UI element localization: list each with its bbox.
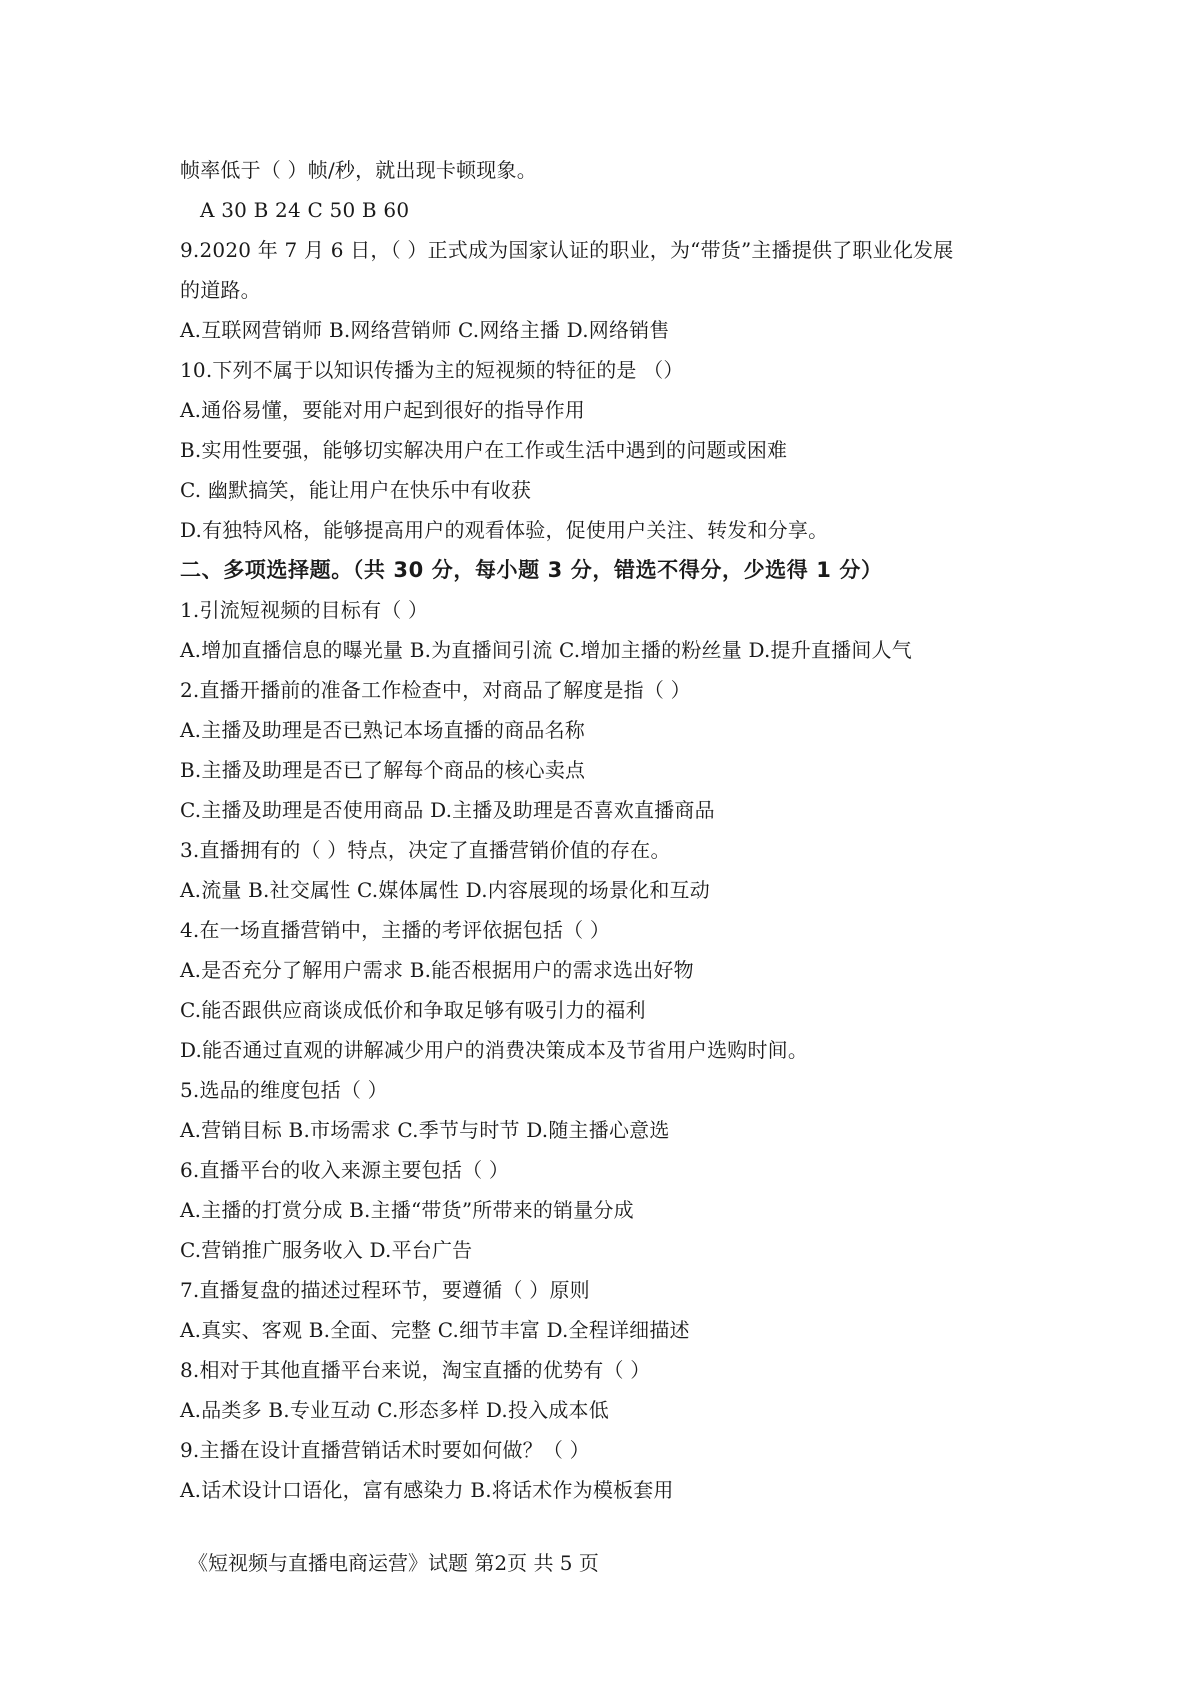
section-heading: 二、多项选择题。（共 30 分，每小题 3 分，错选不得分，少选得 1 分）: [180, 558, 883, 582]
text-line: A.品类多 B.专业互动 C.形态多样 D.投入成本低: [180, 1398, 609, 1422]
text-line: 7.直播复盘的描述过程环节，要遵循（ ）原则: [180, 1278, 590, 1302]
text-line: A.主播的打赏分成 B.主播“带货”所带来的销量分成: [180, 1198, 634, 1222]
text-line: 8.相对于其他直播平台来说，淘宝直播的优势有（ ）: [180, 1358, 651, 1382]
page-footer: 《短视频与直播电商运营》试题 第2页 共 5 页: [188, 1551, 599, 1575]
text-line: A.话术设计口语化，富有感染力 B.将话术作为模板套用: [180, 1478, 674, 1502]
text-line: 的道路。: [180, 278, 261, 302]
text-line: 5.选品的维度包括（ ）: [180, 1078, 388, 1102]
text-line: 4.在一场直播营销中，主播的考评依据包括（ ）: [180, 918, 611, 942]
text-line: B.实用性要强，能够切实解决用户在工作或生活中遇到的问题或困难: [180, 438, 788, 462]
text-line: D.有独特风格，能够提高用户的观看体验，促使用户关注、转发和分享。: [180, 518, 829, 542]
text-line: 帧率低于（ ）帧/秒，就出现卡顿现象。: [180, 158, 537, 182]
text-line: A.流量 B.社交属性 C.媒体属性 D.内容展现的场景化和互动: [180, 878, 710, 902]
text-line: C.营销推广服务收入 D.平台广告: [180, 1238, 473, 1262]
text-line: 9.主播在设计直播营销话术时要如何做？（ ）: [180, 1438, 590, 1462]
text-line: 9.2020 年 7 月 6 日，（ ）正式成为国家认证的职业，为“带货”主播提供了职业化发展: [180, 238, 954, 262]
text-line: C.能否跟供应商谈成低价和争取足够有吸引力的福利: [180, 998, 646, 1022]
text-line: 2.直播开播前的准备工作检查中，对商品了解度是指（ ）: [180, 678, 691, 702]
text-line: 1.引流短视频的目标有（ ）: [180, 598, 429, 622]
text-line: 10.下列不属于以知识传播为主的短视频的特征的是 （）: [180, 358, 684, 382]
text-line: A.营销目标 B.市场需求 C.季节与时节 D.随主播心意选: [180, 1118, 670, 1142]
text-line: A.互联网营销师 B.网络营销师 C.网络主播 D.网络销售: [180, 318, 670, 342]
text-line: A.增加直播信息的曝光量 B.为直播间引流 C.增加主播的粉丝量 D.提升直播间人气: [180, 638, 912, 662]
text-line: A.主播及助理是否已熟记本场直播的商品名称: [180, 718, 586, 742]
text-line: A.真实、客观 B.全面、完整 C.细节丰富 D.全程详细描述: [180, 1318, 690, 1342]
text-line: 3.直播拥有的（ ）特点，决定了直播营销价值的存在。: [180, 838, 671, 862]
text-line: 6.直播平台的收入来源主要包括（ ）: [180, 1158, 510, 1182]
text-line: C. 幽默搞笑，能让用户在快乐中有收获: [180, 478, 532, 502]
text-line: B.主播及助理是否已了解每个商品的核心卖点: [180, 758, 586, 782]
text-line: D.能否通过直观的讲解减少用户的消费决策成本及节省用户选购时间。: [180, 1038, 809, 1062]
text-line: A.是否充分了解用户需求 B.能否根据用户的需求选出好物: [180, 958, 694, 982]
exam-content: [180, 150, 1060, 1510]
text-line: A 30 B 24 C 50 B 60: [200, 198, 410, 222]
text-line: A.通俗易懂，要能对用户起到很好的指导作用: [180, 398, 586, 422]
text-line: C.主播及助理是否使用商品 D.主播及助理是否喜欢直播商品: [180, 798, 715, 822]
